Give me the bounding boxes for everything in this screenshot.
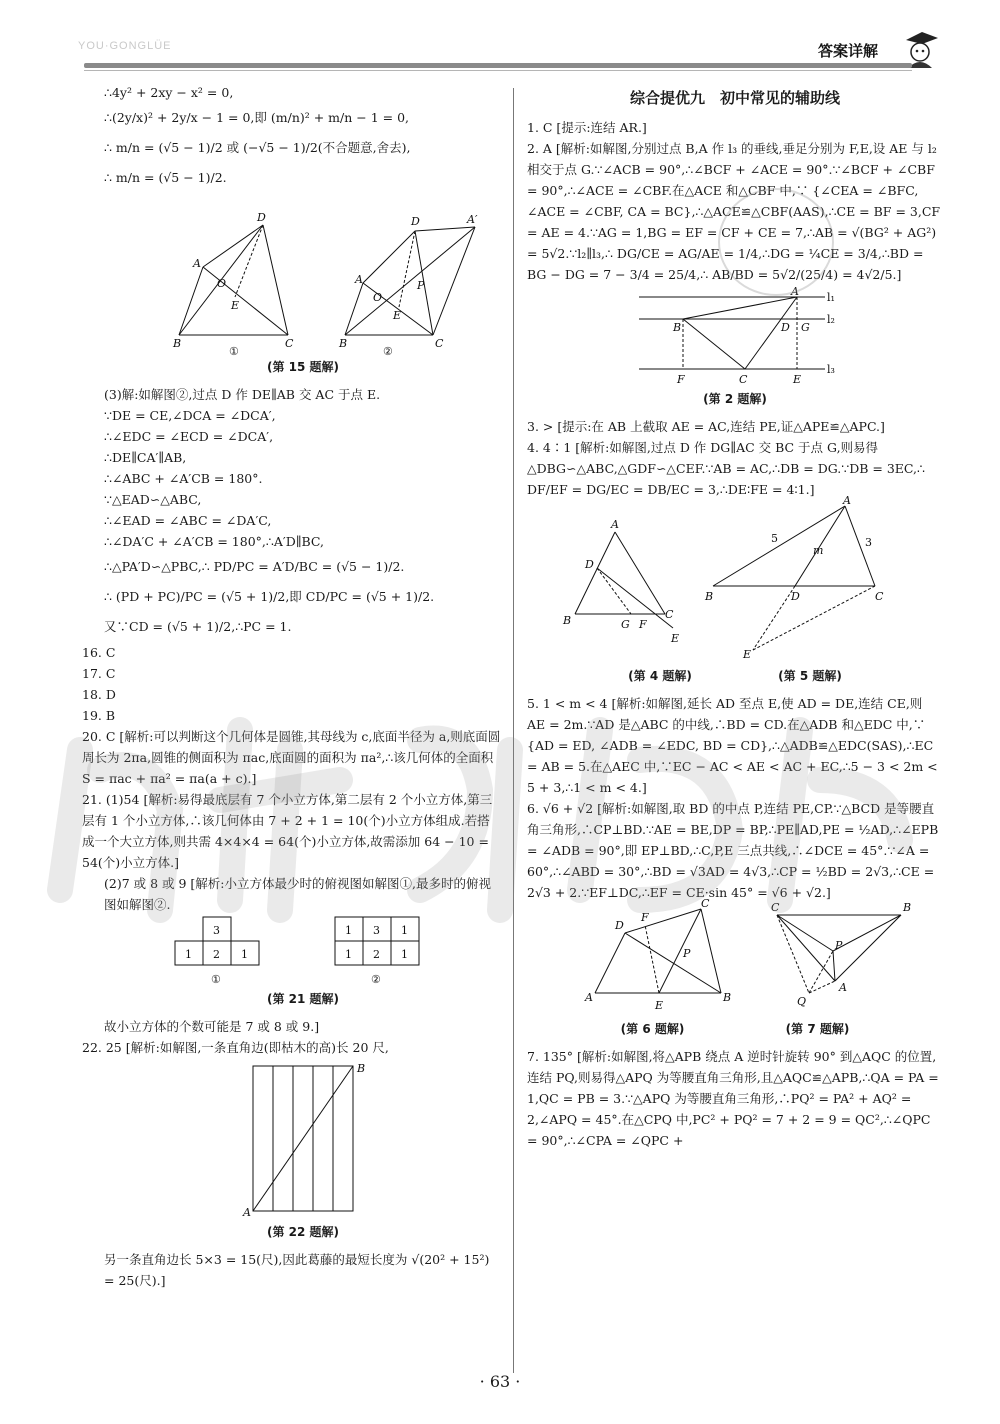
answer-line: 1. C [提示:连结 AR.] (527, 120, 647, 135)
svg-text:D: D (791, 590, 800, 603)
svg-text:B: B (673, 321, 682, 334)
text-line: ∴∠ABC + ∠A′CB = 180°. (104, 471, 263, 486)
figure-15-1 (172, 211, 294, 350)
svg-text:B: B (723, 991, 732, 1004)
svg-text:D: D (781, 321, 790, 334)
eq-line: ∴(2y/x)² + 2y/x − 1 = 0,即 (m/n)² + m/n − 1 = 0, (104, 110, 410, 125)
svg-text:l₁: l₁ (827, 291, 835, 304)
grid-cell: 1 (401, 924, 408, 937)
figure-21-1 (173, 915, 293, 987)
figure-5-length: 5 (771, 532, 778, 545)
svg-text:O: O (217, 277, 227, 290)
svg-text:A: A (243, 1206, 251, 1219)
figure-caption: (第 5 题解) (778, 669, 842, 683)
figure-6-7 (545, 897, 925, 1015)
answer-line: 5. 1 < m < 4 [解析:如解图,延长 AD 至点 E,使 AD = DE,连结 CE,则 AE = 2m.∵AD 是△ABC 的中线,∴BD = CD.在△ADB 和△EDC 中,∵ {AD = ED, ∠ADB = ∠EDC, BD = CD},∴△ADB≌△EDC(SAS),∴EC = AB = 5.在△AEC 中,∵EC − AC < AE < AC + EC,∴5 − 3 < 2m < 5 + 3,∴1 < m < 4.] (527, 696, 942, 795)
svg-text:A: A (791, 285, 799, 298)
grid-cell: 2 (213, 948, 220, 961)
figure-2 (625, 287, 845, 387)
svg-text:F: F (641, 911, 649, 924)
svg-text:A: A (355, 273, 363, 286)
figure-caption: (第 22 题解) (266, 1225, 340, 1239)
figure-21-label: ① (211, 973, 221, 986)
svg-text:G: G (801, 321, 810, 334)
svg-text:B: B (173, 337, 182, 350)
svg-text:C: C (285, 337, 294, 350)
svg-text:E: E (393, 309, 402, 322)
grid-cell: 1 (185, 948, 192, 961)
answer-line: 7. 135° [解析:如解图,将△APB 绕点 A 逆时针旋转 90° 到△AQC 的位置,连结 PQ,则易得△APQ 为等腰直角三角形,且△AQC≌△APB,∴QA = PA = 1,QC = PB = 3.∵△APQ 为等腰直角三角形,∴PQ² = PA² + AQ² = 2,∠APQ = 45°.在△CPQ 中,PC² + PQ² = 7 + 2 = 9 = QC²,∴∠QPC = 90°,∴∠CPA = ∠QPC + (527, 1049, 943, 1148)
figure-7 (771, 901, 911, 1008)
text-line: ∵△EAD∽△ABC, (104, 492, 202, 507)
svg-text:F: F (677, 373, 685, 386)
svg-text:C: C (875, 590, 884, 603)
text-line: ∴∠EDC = ∠ECD = ∠DCA′, (104, 429, 274, 444)
svg-text:A: A (843, 494, 851, 507)
svg-text:Q: Q (797, 995, 807, 1008)
header-brand: YOU·GONGLÜE (78, 40, 172, 52)
grid-cell: 3 (213, 924, 220, 937)
header-rule (84, 63, 912, 68)
answer-line: 2. A [解析:如解图,分别过点 B,A 作 l₃ 的垂线,垂足分别为 F,E,设 AE 与 l₂ 相交于点 G.∵∠ACB = 90°,∴∠BCF + ∠ACE = 90°.∵∠BCF + ∠CBF = 90°,∴∠ACE = ∠CBF.在△ACE 和△CBF 中,∵ {∠CEA = ∠BFC, ∠ACE = ∠CBF, CA = BC},∴△ACE≌△CBF(AAS),∴CE = BF = 3,CF = AE = 4.∵AG = 1,BG = EF = CF + CE = 7,∴AB = √(BG² + AG²) = 5√2.∵l₂∥l₃,∴ DG/CE = AG/AE = 1/4,∴DG = ¼CE = 3/4,∴BD = BG − DG = 7 − 3/4 = 25/4,∴ AB/BD = 5√2/(25/4) = 4√2/5.] (527, 141, 945, 282)
header-title: 答案详解 (818, 42, 879, 60)
svg-text:l₂: l₂ (827, 313, 835, 326)
figure-15-label: ② (383, 345, 393, 358)
text-line: ∴∠DA′C + ∠A′CB = 180°,∴A′D∥BC, (104, 534, 325, 549)
svg-text:C: C (665, 608, 674, 621)
text-line: 又∵CD = (√5 + 1)/2,∴PC = 1. (104, 619, 292, 634)
figure-15-label: ① (229, 345, 239, 358)
answer-line: 4. 4∶1 [解析:如解图,过点 D 作 DG∥AC 交 BC 于点 G,则易得△DBG∽△ABC,△GDF∽△CEF.∵AB = AC,∴DB = DG.∵DB = 3EC,∴ DF/EF = DG/EC = DB/EC = 3,∴DE∶FE = 4∶1.] (527, 440, 929, 497)
svg-text:D: D (585, 558, 594, 571)
svg-text:B: B (339, 337, 348, 350)
stamp-watermark (718, 188, 834, 296)
svg-text:G: G (621, 618, 630, 631)
figure-6 (584, 897, 731, 1012)
figure-15-2 (338, 213, 478, 350)
answer-line: 20. C [解析:可以判断这个几何体是圆锥,其母线为 c,底面半径为 a,则底面圆周长为 2πa,圆锥的侧面积为 πac,底面圆的面积为 πa²,∴该几何体的全面积 S = πac + πa² = πa(a + c).] (82, 729, 501, 786)
figure-caption: (第 21 题解) (266, 992, 340, 1006)
svg-text:B: B (705, 590, 714, 603)
svg-text:P: P (417, 279, 425, 292)
grid-cell: 1 (345, 924, 352, 937)
svg-text:A: A (611, 518, 619, 531)
figure-4-5 (535, 494, 935, 662)
svg-text:F: F (639, 618, 647, 631)
answer-line: 22. 25 [解析:如解图,一条直角边(即枯木的高)长 20 尺, (82, 1040, 389, 1055)
figure-5 (704, 494, 884, 661)
answer-line: (2)7 或 8 或 9 [解析:小立方体最少时的俯视图如解图①,最多时的俯视图如解图②. (104, 876, 491, 912)
figure-21-2 (333, 915, 433, 987)
svg-text:B: B (903, 901, 912, 914)
figure-caption: (第 7 题解) (785, 1022, 850, 1036)
svg-text:E: E (671, 632, 680, 645)
svg-text:l₃: l₃ (827, 363, 835, 376)
svg-text:C: C (435, 337, 444, 350)
svg-text:P: P (683, 947, 691, 960)
svg-text:m: m (813, 544, 824, 557)
svg-text:A′: A′ (467, 213, 478, 226)
svg-text:E: E (231, 299, 240, 312)
svg-text:O: O (373, 291, 383, 304)
answer-line: 17. C (82, 666, 116, 681)
text-line: ∵DE = CE,∠DCA = ∠DCA′, (104, 408, 276, 423)
page-number: · 63 · (479, 1372, 521, 1391)
figure-22 (233, 1060, 373, 1220)
eq-line: ∴ m/n = (√5 − 1)/2. (104, 170, 227, 185)
svg-text:D: D (615, 919, 624, 932)
answer-line: 16. C (82, 645, 116, 660)
svg-text:C: C (701, 897, 710, 910)
answer-line: 19. B (82, 708, 116, 723)
figure-4 (562, 518, 679, 645)
svg-text:C: C (739, 373, 748, 386)
section-title: 综合提优九 初中常见的辅助线 (629, 89, 840, 107)
figure-caption: (第 6 题解) (620, 1022, 685, 1036)
answer-line: 21. (1)54 [解析:易得最底层有 7 个小立方体,第二层有 2 个小立方体,第三层有 1 个小立方体,∴该几何体由 7 + 2 + 1 = 10(个)小立方体组成.若搭成一个大立方体,则共需 4×4×4 = 64(个)小立方体,故需添加 64 − 10 = 54(个)小立方体.] (82, 792, 493, 870)
svg-text:A: A (585, 991, 593, 1004)
grid-cell: 3 (373, 924, 380, 937)
eq-line: ∴4y² + 2xy − x² = 0, (104, 85, 234, 100)
svg-text:D: D (411, 215, 420, 228)
answer-line: 3. > [提示:在 AB 上截取 AE = AC,连结 PE,证△APE≌△APC.] (527, 419, 885, 434)
figure-caption: (第 15 题解) (266, 360, 340, 374)
text-line: (3)解:如解图②,过点 D 作 DE∥AB 交 AC 于点 E. (104, 387, 381, 402)
svg-text:E: E (743, 648, 752, 661)
grid-cell: 1 (401, 948, 408, 961)
answer-line: 6. √6 + √2 [解析:如解图,取 BD 的中点 P,连结 PE,CP.∵△BCD 是等腰直角三角形,∴CP⊥BD.∵AE = BE,DP = BP,∴PE∥AD,PE = ½AD,∴∠EPB = ∠ADB = 90°,即 EP⊥BD,∴C,P,E 三点共线,∴∠DCE = 45°.∵∠A = 60°,∴∠ABD = 30°,∴BD = √3AD = 4√3,∴CP = ½BD = 2√3,∴CE = 2√3 + 2.∵EF⊥DC,∴EF = CE·sin 45° = √6 + √2.] (527, 801, 943, 900)
text-line: ∴△PA′D∽△PBC,∴ PD/PC = A′D/BC = (√5 − 1)/2. (104, 559, 405, 574)
eq-line: ∴ m/n = (√5 − 1)/2 或 (−√5 − 1)/2(不合题意,舍去), (104, 140, 411, 155)
text-line: ∴∠EAD = ∠ABC = ∠DA′C, (104, 513, 272, 528)
figure-21 (104, 915, 502, 987)
left-column (82, 82, 502, 1291)
svg-text:P: P (835, 939, 843, 952)
figure-15 (133, 195, 478, 358)
grid-cell: 2 (373, 948, 380, 961)
svg-text:B: B (357, 1062, 366, 1075)
figure-caption: (第 4 题解) (628, 669, 692, 683)
figure-5-length: 3 (865, 536, 872, 549)
svg-text:A: A (839, 981, 847, 994)
svg-text:C: C (771, 901, 780, 914)
svg-text:D: D (257, 211, 266, 224)
figure-21-label: ② (371, 973, 381, 986)
answer-line: 18. D (82, 687, 116, 702)
svg-text:E: E (655, 999, 664, 1012)
grid-cell: 1 (241, 948, 248, 961)
text-line: 故小立方体的个数可能是 7 或 8 或 9.] (104, 1019, 320, 1034)
header-rule-thin (84, 70, 912, 71)
column-divider (513, 88, 514, 1373)
svg-text:B: B (563, 614, 572, 627)
text-line: 另一条直角边长 5×3 = 15(尺),因此葛藤的最短长度为 √(20² + 15²) = 25(尺).] (104, 1252, 494, 1288)
svg-text:A: A (193, 257, 201, 270)
svg-text:E: E (793, 373, 802, 386)
figure-caption: (第 2 题解) (703, 392, 767, 406)
text-line: ∴DE∥CA′∥AB, (104, 450, 187, 465)
grid-cell: 1 (345, 948, 352, 961)
text-line: ∴ (PD + PC)/PC = (√5 + 1)/2,即 CD/PC = (√5 + 1)/2. (104, 589, 435, 604)
